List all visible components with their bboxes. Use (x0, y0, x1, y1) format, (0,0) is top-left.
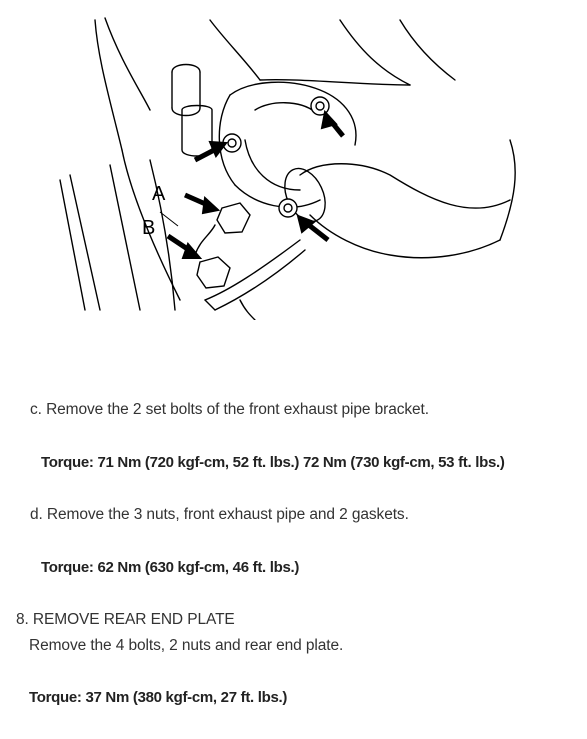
step-8-text: Remove the 4 bolts, 2 nuts and rear end plate. (29, 637, 344, 654)
step-c-torque: Torque: 71 Nm (720 kgf-cm, 52 ft. lbs.) 72 Nm (730 kgf-cm, 53 ft. lbs.) (41, 454, 505, 471)
step-8-torque: Torque: 37 Nm (380 kgf-cm, 27 ft. lbs.) (29, 689, 288, 706)
step-c-text: c. Remove the 2 set bolts of the front exhaust pipe bracket. (30, 401, 429, 418)
step-d-text: d. Remove the 3 nuts, front exhaust pipe and 2 gaskets. (30, 506, 409, 523)
step-d-torque: Torque: 62 Nm (630 kgf-cm, 46 ft. lbs.) (41, 559, 300, 576)
callout-b: B (142, 217, 156, 239)
exhaust-pipe-diagram (0, 0, 587, 320)
step-8-heading: 8. REMOVE REAR END PLATE (16, 611, 235, 628)
callout-a: A (152, 183, 166, 205)
